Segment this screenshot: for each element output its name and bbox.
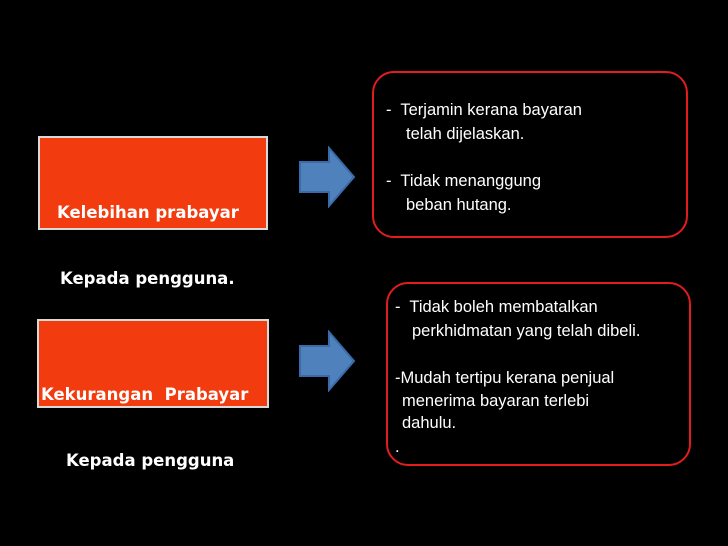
disadvantages-label-line-2: Kepada pengguna (66, 451, 235, 470)
advantages-label-line-2: Kepada pengguna. (60, 269, 235, 288)
advantage-point-1: - Terjamin kerana bayaran (386, 101, 582, 119)
right-arrow-icon (298, 146, 356, 208)
right-arrow-icon (298, 330, 356, 392)
advantages-label-line-1: Kelebihan prabayar (57, 203, 239, 222)
disadvantages-label-line-1: Kekurangan Prabayar (41, 385, 249, 404)
disadvantage-point-1: - Tidak boleh membatalkan (395, 298, 598, 316)
disadvantages-info-box (386, 282, 691, 466)
disadvantage-point-dot: . (395, 438, 400, 456)
advantages-info-box (372, 71, 688, 238)
disadvantage-point-1-cont: perkhidmatan yang telah dibeli. (412, 322, 641, 340)
disadvantage-point-2: -Mudah tertipu kerana penjual (395, 369, 615, 387)
disadvantage-point-2-cont2: dahulu. (402, 414, 457, 432)
advantage-point-1-cont: telah dijelaskan. (406, 125, 525, 143)
advantage-point-2: - Tidak menanggung (386, 172, 542, 190)
advantage-point-2-cont: beban hutang. (406, 196, 512, 214)
disadvantages-label-box (37, 319, 269, 470)
disadvantage-point-2-cont: menerima bayaran terlebi (402, 392, 590, 410)
advantages-label-box (38, 136, 268, 288)
